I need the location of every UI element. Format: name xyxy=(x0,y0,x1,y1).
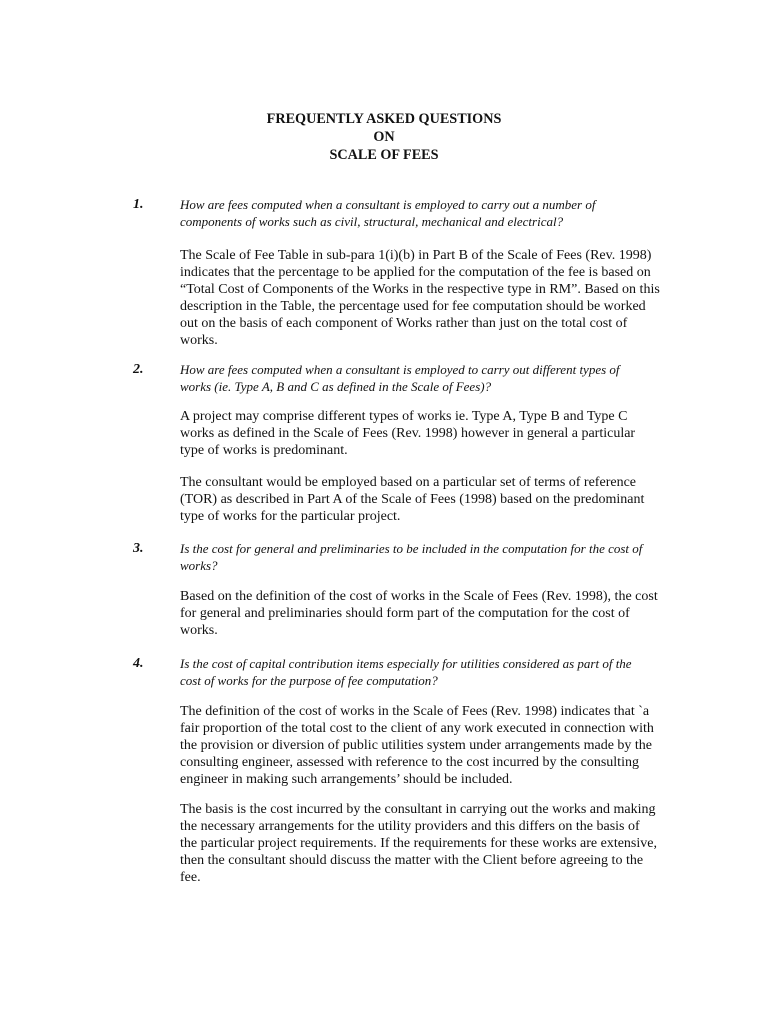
faq-answer: The Scale of Fee Table in sub-para 1(i)(b) in Part B of the Scale of Fees (Rev. 1998) indicates that the percentage to be applied for the computation of the fee is based on “Total Cost of Components of the Works in the respective type in RM”. Based on this description in the Table, the percentage used for fee computation should be worked out on the basis of each component of Works rather than just on the total cost of works. xyxy=(180,248,660,348)
faq-question: How are fees computed when a consultant is employed to carry out a number of components of works such as civil, structural, mechanical and electrical? xyxy=(180,197,596,229)
faq-answer: The basis is the cost incurred by the consultant in carrying out the works and making the necessary arrangements for the utility providers and this differs on the basis of the particular project requirements. If the requirements for these works are extensive, then the consultant should discuss the matter with the Client before agreeing to the fee. xyxy=(180,802,657,885)
faq-answer: The consultant would be employed based on a particular set of terms of reference (TOR) as described in Part A of the Scale of Fees (1998) based on the predominant type of works for the particular project. xyxy=(180,475,645,524)
faq-question: How are fees computed when a consultant is employed to carry out different types of works (ie. Type A, B and C as defined in the Scale of Fees)? xyxy=(180,362,620,394)
faq-question: Is the cost of capital contribution items especially for utilities considered as part of the cost of works for the purpose of fee computation? xyxy=(180,656,632,688)
faq-number: 3. xyxy=(133,541,144,556)
faq-answer: A project may comprise different types of works ie. Type A, Type B and Type C works as defined in the Scale of Fees (Rev. 1998) however in general a particular type of works is predominant. xyxy=(180,409,636,458)
title-line-3: SCALE OF FEES xyxy=(329,147,439,163)
faq-number: 4. xyxy=(133,656,144,671)
faq-question: Is the cost for general and preliminaries to be included in the computation for the cost of works? xyxy=(180,541,643,573)
faq-answer: Based on the definition of the cost of works in the Scale of Fees (Rev. 1998), the cost for general and preliminaries should form part of the computation for the cost of works. xyxy=(180,589,658,638)
title-line-2: ON xyxy=(373,129,395,145)
faq-number: 2. xyxy=(133,362,144,377)
faq-number: 1. xyxy=(133,197,144,212)
faq-answer: The definition of the cost of works in the Scale of Fees (Rev. 1998) indicates that `a fair proportion of the total cost to the client of any work executed in connection with the provision or diversion of public utilities system under arrangements made by the consulting engineer, assessed with reference to the cost incurred by the consulting engineer in making such arrangements’ should be included. xyxy=(180,704,654,787)
title-line-1: FREQUENTLY ASKED QUESTIONS xyxy=(266,111,502,127)
document-title xyxy=(0,110,768,164)
